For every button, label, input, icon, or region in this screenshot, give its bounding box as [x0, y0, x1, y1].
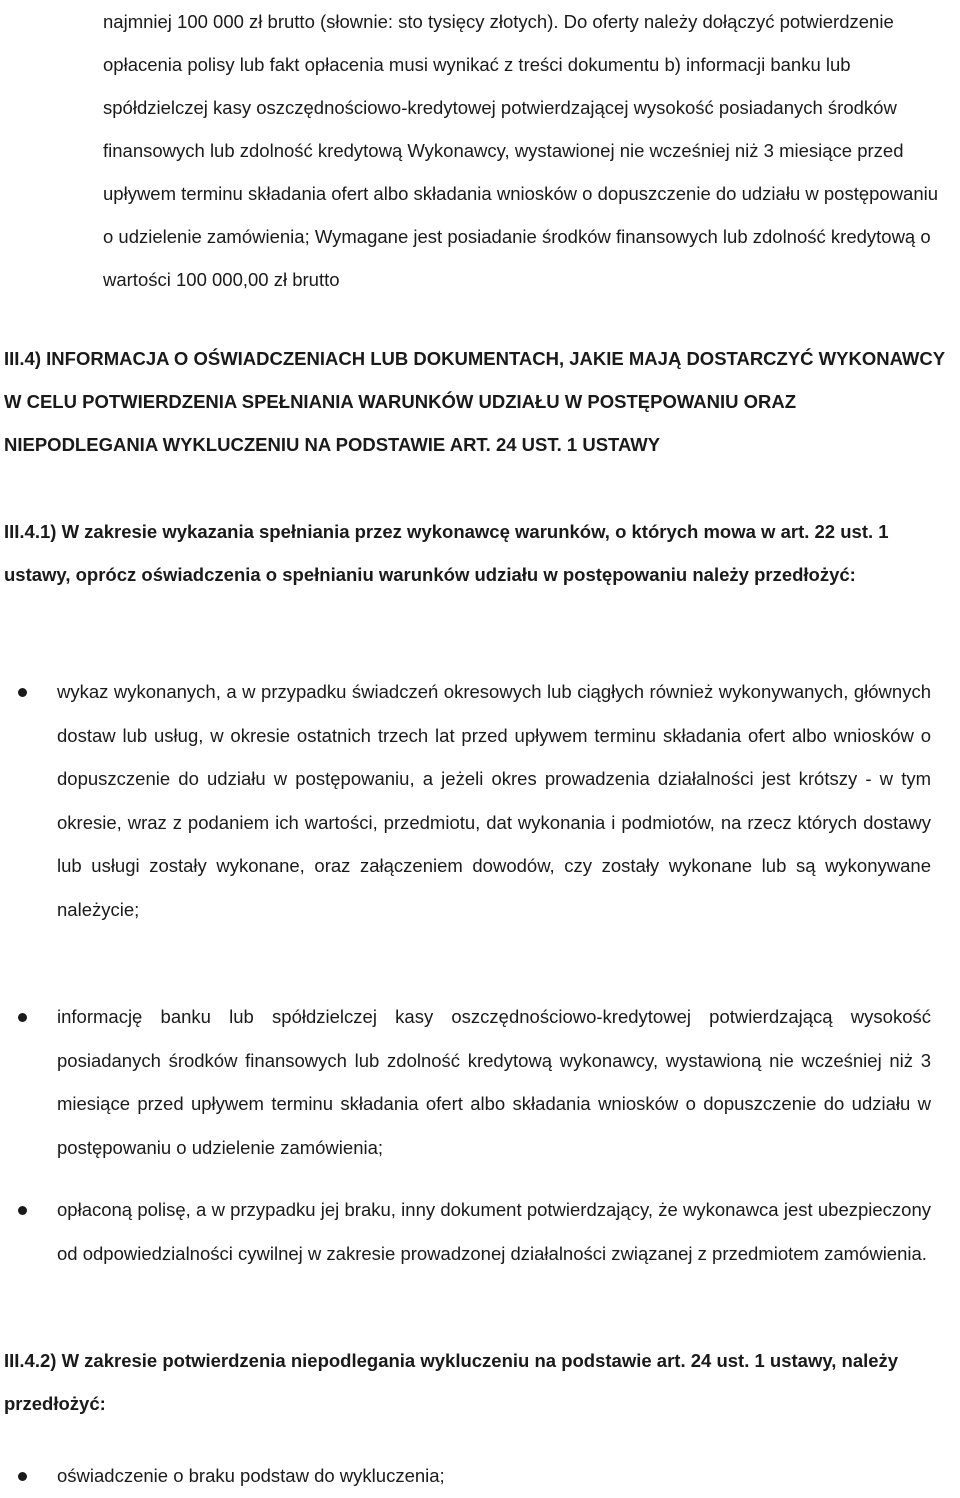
bullet-icon	[18, 1013, 27, 1022]
section-heading-III-4: III.4) INFORMACJA O OŚWIADCZENIACH LUB DOKUMENTACH, JAKIE MAJĄ DOSTARCZYĆ WYKONAWCY W CELU POTWIERDZENIA SPEŁNIANIA WARUNKÓW UDZIAŁU W POSTĘPOWANIU ORAZ NIEPODLEGANIA WYKLUCZENIU NA PODSTAWIE ART. 24 UST. 1 USTAWY	[4, 348, 945, 455]
bullet-icon	[18, 1472, 27, 1481]
list-item-text: oświadczenie o braku podstaw do wykluczenia;	[57, 1465, 445, 1486]
list-item-text: opłaconą polisę, a w przypadku jej braku, inny dokument potwierdzający, że wykonawca jest ubezpieczony od odpowiedzialności cywilnej w zakresie prowadzonej działalności związanej z przedmiotem zamówienia.	[57, 1199, 931, 1264]
intro-paragraph: najmniej 100 000 zł brutto (słownie: sto tysięcy złotych). Do oferty należy dołączyć potwierdzenie opłacenia polisy lub fakt opłacenia musi wynikać z treści dokumentu b) informacji banku lub spółdzielczej kasy oszczędnościowo-kredytowej potwierdzającej wysokość posiadanych środków finansowych lub zdolność kredytową Wykonawcy, wystawionej nie wcześniej niż 3 miesiące przed upływem terminu składania ofert albo składania wniosków o dopuszczenie do udziału w postępowaniu o udzielenie zamówienia; Wymagane jest posiadanie środków finansowych lub zdolność kredytową o wartości 100 000,00 zł brutto	[103, 11, 939, 290]
list-item-text: wykaz wykonanych, a w przypadku świadczeń okresowych lub ciągłych również wykonywanych, głównych dostaw lub usług, w okresie ostatnich trzech lat przed upływem terminu składania ofert albo wniosków o dopuszczenie do udziału w postępowaniu, a jeżeli okres prowadzenia działalności jest krótszy - w tym okresie, wraz z podaniem ich wartości, przedmiotu, dat wykonania i podmiotów, na rzecz których dostawy lub usługi zostały wykonane, oraz załączeniem dowodów, czy zostały wykonane lub są wykonywane należycie;	[57, 681, 931, 920]
subsection-heading-III-4-2: III.4.2) W zakresie potwierdzenia niepodlegania wykluczeniu na podstawie art. 24 ust. 1 ustawy, należy przedłożyć:	[4, 1350, 899, 1414]
bullet-icon	[18, 688, 27, 697]
subsection-heading-III-4-1: III.4.1) W zakresie wykazania spełniania przez wykonawcę warunków, o których mowa w art. 22 ust. 1 ustawy, oprócz oświadczenia o spełnianiu warunków udziału w postępowaniu należy przedłożyć:	[4, 521, 889, 585]
list-item-text: informację banku lub spółdzielczej kasy oszczędnościowo-kredytowej potwierdzającą wysokość posiadanych środków finansowych lub zdolność kredytową wykonawcy, wystawioną nie wcześniej niż 3 miesiące przed upływem terminu składania ofert albo składania wniosków o dopuszczenie do udziału w postępowaniu o udzielenie zamówienia;	[57, 1006, 931, 1158]
bullet-icon	[18, 1206, 27, 1215]
